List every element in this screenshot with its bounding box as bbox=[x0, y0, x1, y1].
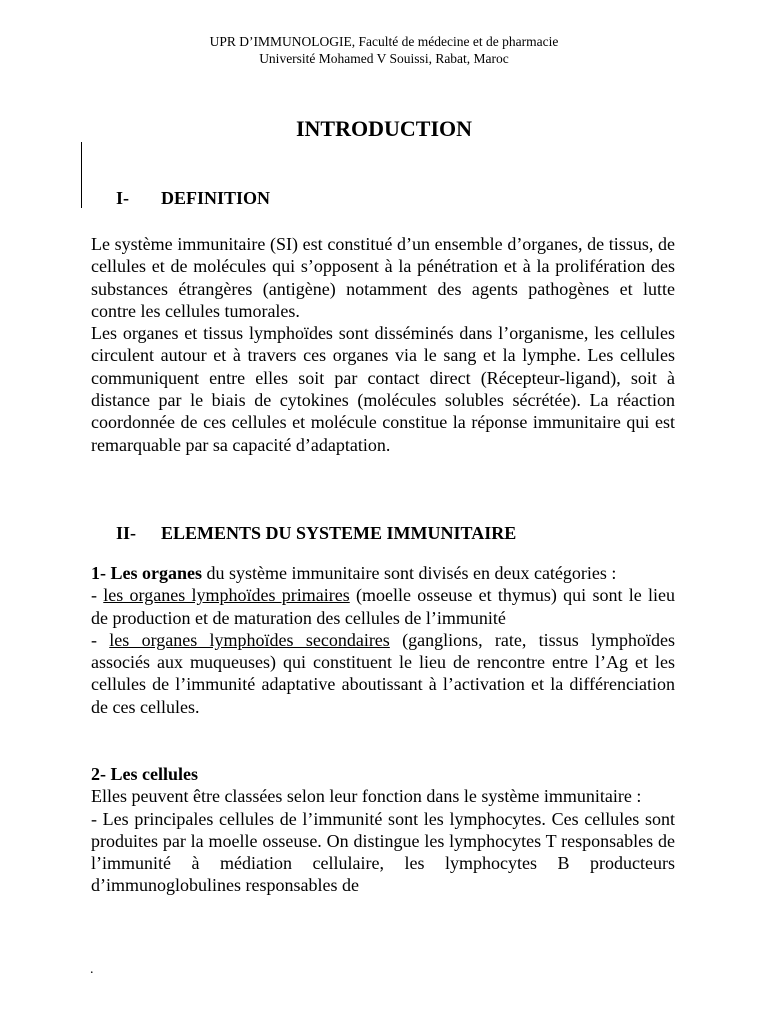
cellules-heading: 2- Les cellules bbox=[91, 764, 198, 784]
section-1-title: DEFINITION bbox=[161, 188, 271, 208]
cellules-item-1: - Les principales cellules de l’immunité sont les lymphocytes. Ces cellules sont produites par la moelle osseuse. On distingue les lymphocytes T responsables de l’immunité à médiation cellulaire, les lymphocytes B producteurs d’immunoglobulines responsables de bbox=[91, 808, 675, 896]
organes-primaires-term: les organes lymphoïdes primaires bbox=[103, 585, 350, 606]
definition-text bbox=[91, 233, 675, 456]
list-dash: - bbox=[91, 629, 110, 650]
page-title: INTRODUCTION bbox=[295, 116, 473, 141]
definition-paragraph-2: Les organes et tissus lymphoïdes sont disséminés dans l’organisme, les cellules circulent autour et à travers ces organes via le sang et la lymphe. Les cellules communiquent entre elles soit par contact direct (Récepteur-ligand), soit à distance par le biais de cytokines (molécules solubles sécrétée). La réaction coordonnée de ces cellules et molécule constitue la réponse immunitaire qui est remarquable par sa capacité d’adaptation. bbox=[91, 323, 675, 455]
organes-secondaires-term: les organes lymphoïdes secondaires bbox=[109, 629, 390, 650]
header-line-2: Université Mohamed V Souissi, Rabat, Maroc bbox=[259, 51, 509, 66]
section-2-heading bbox=[116, 523, 516, 544]
footer-mark: . bbox=[90, 962, 94, 977]
list-dash: - bbox=[91, 585, 104, 606]
section-1-number: I- bbox=[116, 188, 129, 208]
organes-primaires-desc: (moelle osseuse et thymus) qui sont le lieu de production et de maturation des cellules de l’immunité bbox=[91, 585, 675, 628]
organes-lead: 1- Les organes bbox=[91, 563, 202, 583]
page-header bbox=[0, 33, 768, 67]
organes-item-secondaires bbox=[91, 629, 675, 718]
cellules-intro: Elles peuvent être classées selon leur fonction dans le système immunitaire : bbox=[91, 786, 642, 807]
organes-block bbox=[91, 562, 675, 718]
definition-paragraph-1: Le système immunitaire (SI) est constitué d’un ensemble d’organes, de tissus, de cellules et de molécules qui s’opposent à la pénétration et à la prolifération des substances étrangères (antigène) notamment des agents pathogènes et lutte contre les cellules tumorales. bbox=[91, 234, 675, 321]
organes-secondaires-desc: (ganglions, rate, tissus lymphoïdes associés aux muqueuses) qui constituent le lieu de rencontre entre l’Ag et les cellules de l’immunité adaptative aboutissant à l’activation et la différenciation de ces cellules. bbox=[91, 629, 675, 717]
header-line-1: UPR D’IMMUNOLOGIE, Faculté de médecine et de pharmacie bbox=[209, 34, 559, 49]
cellules-block bbox=[91, 763, 675, 897]
organes-intro bbox=[91, 562, 675, 584]
margin-change-bar bbox=[81, 142, 82, 208]
organes-lead-rest: du système immunitaire sont divisés en deux catégories : bbox=[202, 563, 617, 583]
organes-item-primaires bbox=[91, 584, 675, 629]
section-1-heading bbox=[116, 188, 270, 209]
section-2-title: ELEMENTS DU SYSTEME IMMUNITAIRE bbox=[161, 523, 517, 543]
section-2-number: II- bbox=[116, 523, 137, 543]
